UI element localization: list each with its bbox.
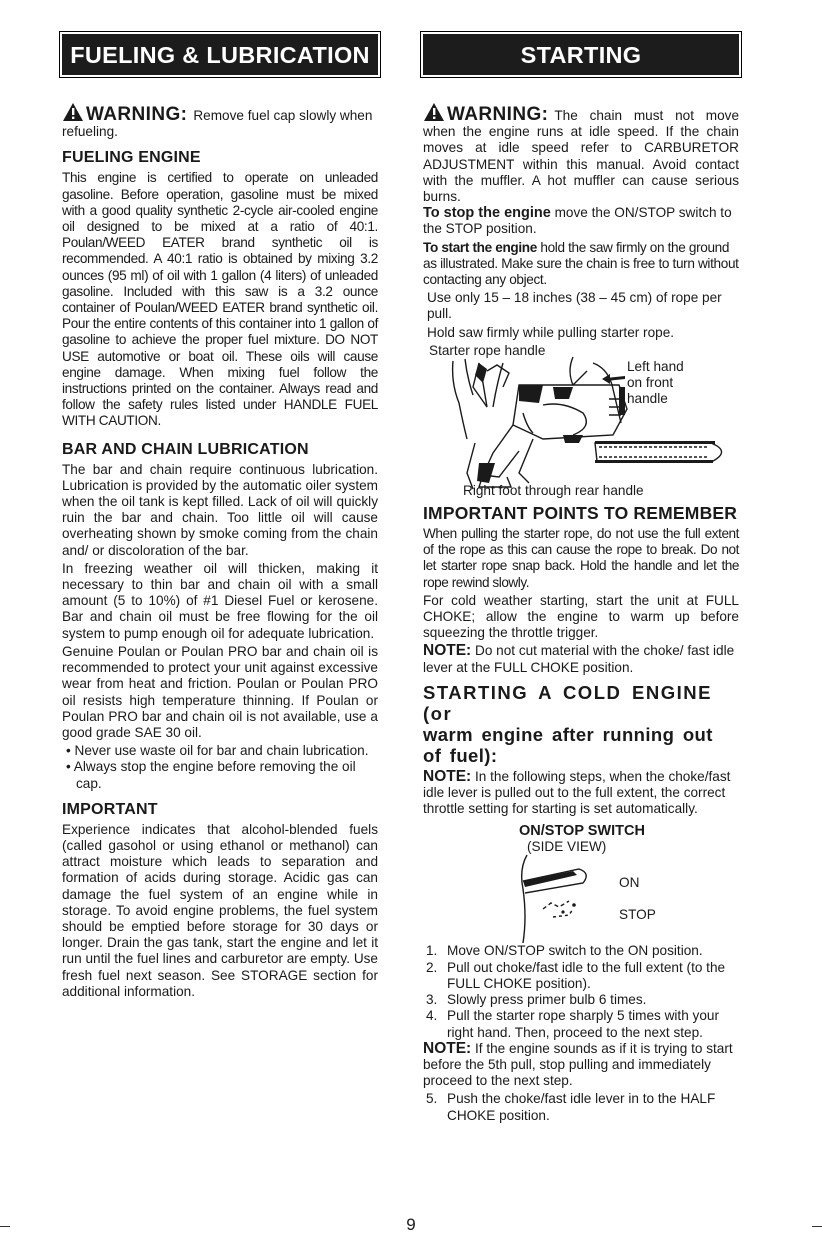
fueling-paragraph: This engine is certified to operate on unleaded gasoline. Before operation, gasoline must be mixed with a good quality synthetic 2-cycle air-cooled engine oil designed to be mixed at a ratio of 40:1. Poulan/WEED EATER brand synthetic oil is recommended. A 40:1 ratio is obtained by mixing 3.2 ounces (95 ml) of oil with 1 gallon (4 liters) of unleaded gasoline. Included with this saw is a 3.2 ounce container of Poulan/WEED EATER brand synthetic oil. Pour the entire contents of this container into 1 gallon of gasoline to achieve the proper fuel mixture. DO NOT USE automotive or boat oil. These oils will cause engine damage. When mixing fuel follow the instructions printed on the container. Always read and follow the safety rules listed under HANDLE FUEL WITH CAUTION.	[62, 170, 378, 429]
warning-text: Remove fuel cap slowly when refueling.	[62, 108, 373, 140]
start-engine-text: hold the saw firmly on the ground as illustrated. Make sure the chain is free to turn without contacting any object.	[423, 239, 739, 288]
note-label: NOTE:	[423, 767, 472, 785]
note-choke-auto	[423, 769, 739, 818]
heading-important-points: IMPORTANT POINTS TO REMEMBER	[423, 503, 738, 524]
note-label: NOTE:	[423, 642, 472, 660]
figure-caption: Right foot through rear handle	[463, 482, 644, 498]
bar-paragraph-1: The bar and chain require continuous lubrication. Lubrication is provided by the automatic oiler system when the oil tank is kept filled. Lack of oil will quickly ruin the bar and chain. Too little oil will cause overheating shown by smoke coming from the chain and/ or discoloration of the bar.	[62, 461, 378, 558]
note-text: Do not cut material with the choke/ fast idle lever at the FULL CHOKE position.	[423, 643, 735, 675]
label-on-front: on front	[627, 374, 674, 390]
list-item	[423, 1008, 739, 1040]
right-column	[423, 34, 739, 1124]
list-item: • Never use waste oil for bar and chain lubrication.	[66, 743, 369, 759]
page-number: 9	[406, 1215, 416, 1234]
warning-refueling	[62, 102, 378, 140]
step-text: Pull the starter rope sharply 5 times with your right hand. Then, proceed to the next step.	[447, 1008, 719, 1040]
start-engine-lead: To start the engine	[423, 239, 537, 255]
stop-engine-paragraph	[423, 205, 739, 237]
bar-paragraph-2: In freezing weather oil will thicken, making it necessary to thin bar and chain oil with a small amount (5 to 10%) of #1 Diesel Fuel or kerosene. Bar and chain oil must be free flowing for the oil system to pump enough oil for adequate lubrication.	[62, 560, 378, 641]
heading-fueling-engine: FUELING ENGINE	[62, 149, 201, 167]
list-item	[423, 992, 739, 1008]
step-text: Pull out choke/fast idle to the full extent (to the FULL CHOKE position).	[447, 959, 726, 991]
warning-triangle-icon	[62, 102, 84, 122]
start-engine-paragraph	[423, 240, 739, 289]
step-number: 3.	[426, 992, 438, 1008]
rope-length-text: Use only 15 – 18 inches (38 – 45 cm) of rope per pull.	[427, 290, 722, 322]
switch-stop-label: STOP	[619, 907, 656, 923]
step-text: Move ON/STOP switch to the ON position.	[447, 943, 703, 959]
on-stop-switch-diagram	[423, 819, 739, 943]
label-handle: handle	[627, 390, 668, 406]
cold-start-steps-continued	[423, 1091, 739, 1123]
step-number: 5.	[426, 1091, 438, 1107]
chainsaw-start-drawing	[423, 343, 739, 491]
heading-bar-chain-lubrication: BAR AND CHAIN LUBRICATION	[62, 440, 309, 458]
hold-saw-text: Hold saw firmly while pulling starter rope.	[427, 324, 675, 340]
remember-paragraph-1: When pulling the starter rope, do not use the full extent of the rope as this can cause the rope to break. Do not let starter rope snap back. Hold the handle and let the rope rewind slowly.	[423, 526, 739, 590]
note-choke-cutting	[423, 643, 739, 675]
step-number: 1.	[426, 943, 438, 959]
step-number: 2.	[426, 959, 438, 975]
warning-chain-idle	[423, 102, 739, 205]
label-starter-rope-handle: Starter rope handle	[429, 342, 546, 358]
list-item: • Always stop the engine before removing the oil cap.	[66, 759, 356, 791]
crop-mark-right	[812, 1226, 822, 1227]
warning-text: The chain must not move when the engine runs at idle speed. If the chain moves at idle speed refer to CARBURETOR ADJUSTMENT within this manual. Avoid contact with the muffler. A hot muffler can cause serious burns.	[423, 108, 739, 205]
warning-label: WARNING:	[447, 104, 549, 125]
stop-engine-lead: To stop the engine	[423, 205, 551, 222]
switch-diagram-title: ON/STOP SWITCH	[519, 823, 645, 840]
starting-illustration	[423, 343, 739, 491]
heading-cold-engine	[423, 682, 739, 766]
important-paragraph: Experience indicates that alcohol-blended fuels (called gasohol or using ethanol or methanol) can attract moisture which leads to separation and formation of acids during storage. Acidic gas can damage the fuel system of an engine while in storage. To avoid engine problems, the fuel system should be emptied before storage for 30 days or longer. Drain the gas tank, start the engine and let it run until the fuel lines and carburetor are empty. Use fresh fuel next season. See STORAGE section for additional information.	[62, 821, 378, 999]
section-banner-starting: STARTING	[423, 34, 739, 75]
section-banner-fueling: FUELING & LUBRICATION	[62, 34, 378, 75]
note-text: If the engine sounds as if it is trying to start before the 5th pull, stop pulling and immediately proceed to the next step.	[423, 1040, 733, 1089]
bar-paragraph-3: Genuine Poulan or Poulan PRO bar and chain oil is recommended to protect your unit against excessive wear from heat and friction. Poulan or Poulan PRO oil resists high temperature thinning. If Poulan or Poulan PRO bar and chain oil is not available, use a good grade SAE 30 oil.	[62, 643, 378, 740]
stop-engine-text: move the ON/STOP switch to the STOP position.	[423, 205, 732, 237]
heading-cold-engine-line-2: warm engine after running out of fuel):	[423, 723, 713, 766]
remember-paragraph-2: For cold weather starting, start the unit at FULL CHOKE; allow the engine to warm up before squeezing the throttle trigger.	[423, 592, 739, 641]
warning-triangle-icon	[423, 102, 445, 122]
warning-label: WARNING:	[86, 104, 188, 125]
left-column	[62, 34, 378, 1002]
list-item	[423, 1091, 739, 1123]
switch-diagram-subtitle: (SIDE VIEW)	[527, 839, 607, 855]
crop-mark-left	[0, 1226, 10, 1227]
oil-bullet-list	[62, 743, 378, 792]
list-item	[423, 943, 739, 959]
step-text: Slowly press primer bulb 6 times.	[447, 992, 647, 1008]
step-number: 4.	[426, 1008, 438, 1024]
note-text: In the following steps, when the choke/fast idle lever is pulled out to the full extent, the correct throttle setting for starting is set automatically.	[423, 768, 731, 817]
switch-on-label: ON	[619, 875, 640, 891]
heading-cold-engine-line-1: STARTING A COLD ENGINE (or	[423, 681, 712, 724]
heading-important: IMPORTANT	[62, 800, 158, 818]
label-left-hand: Left hand	[627, 358, 684, 374]
list-item	[423, 960, 739, 992]
note-early-start	[423, 1041, 739, 1090]
cold-start-steps	[423, 943, 739, 1040]
switch-side-view-icon	[423, 819, 739, 943]
note-label: NOTE:	[423, 1039, 472, 1057]
step-text: Push the choke/fast idle lever in to the HALF CHOKE position.	[447, 1091, 716, 1123]
